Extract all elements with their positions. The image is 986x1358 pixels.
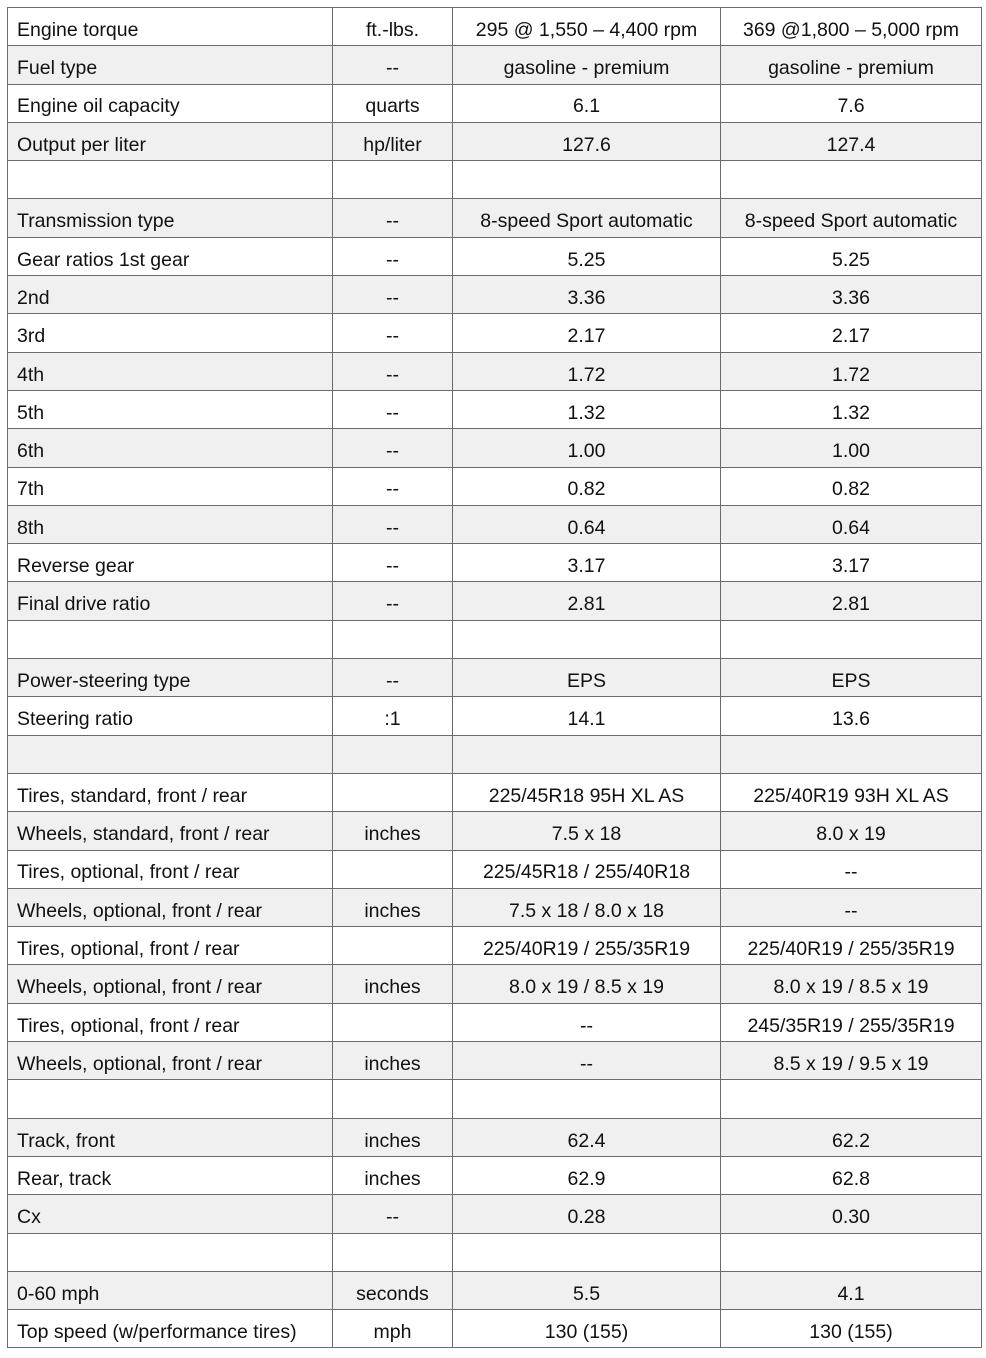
spec-label-cell-text: Tires, optional, front / rear [17,1014,240,1037]
value-cell-model-1 [453,1310,721,1348]
value-cell-model-1 [453,1118,721,1156]
spec-label-cell [8,850,333,888]
value-cell-model-1-text: 130 (155) [544,1320,629,1343]
value-cell-model-2-text: 3.17 [832,555,870,578]
value-cell-model-2-text: 225/40R19 / 255/35R19 [747,938,955,961]
value-cell-model-1 [453,1080,721,1118]
spec-label-cell [8,199,333,237]
table-row [8,390,982,428]
table-row [8,237,982,275]
spec-label-cell-text: 2nd [17,286,50,309]
unit-cell [333,620,453,658]
table-row [8,122,982,160]
table-row [8,1003,982,1041]
spec-label-cell [8,237,333,275]
value-cell-model-1-text: 225/40R19 / 255/35R19 [482,938,691,961]
value-cell-model-2-text: 62.8 [832,1167,870,1190]
spec-label-cell [8,161,333,199]
spec-label-cell [8,429,333,467]
table-row [8,697,982,735]
value-cell-model-2 [721,773,982,811]
value-cell-model-2 [721,1156,982,1194]
value-cell-model-1 [453,161,721,199]
unit-cell [333,927,453,965]
spec-label-cell [8,1003,333,1041]
value-cell-model-2-text: 127.4 [826,133,876,156]
value-cell-model-2 [721,1310,982,1348]
value-cell-model-2 [721,1080,982,1118]
value-cell-model-2 [721,276,982,314]
unit-cell [333,1118,453,1156]
value-cell-model-1 [453,237,721,275]
value-cell-model-1 [453,505,721,543]
unit-cell [333,1233,453,1271]
table-row [8,850,982,888]
value-cell-model-1-text: 7.5 x 18 / 8.0 x 18 [508,899,665,922]
spec-label-cell [8,773,333,811]
value-cell-model-2 [721,199,982,237]
spec-label-cell-text: 6th [17,440,45,463]
value-cell-model-1-text: 1.72 [567,363,606,386]
spec-label-cell-text: Tires, optional, front / rear [17,938,240,961]
value-cell-model-1 [453,46,721,84]
value-cell-model-1 [453,812,721,850]
value-cell-model-1 [453,467,721,505]
value-cell-model-1-text: 62.9 [567,1167,606,1190]
value-cell-model-1-text: 295 @ 1,550 – 4,400 rpm [475,18,698,41]
table-row [8,314,982,352]
table-row [8,352,982,390]
spec-label-cell [8,697,333,735]
value-cell-model-2 [721,927,982,965]
spec-label-cell [8,659,333,697]
spec-label-cell-text: Cx [17,1206,41,1229]
spec-label-cell [8,1080,333,1118]
value-cell-model-2 [721,46,982,84]
value-cell-model-1 [453,1195,721,1233]
value-cell-model-1 [453,1233,721,1271]
unit-cell [333,812,453,850]
value-cell-model-1 [453,965,721,1003]
unit-cell-text: -- [386,669,399,692]
unit-cell-text: -- [386,363,399,386]
value-cell-model-1 [453,544,721,582]
table-row [8,8,982,46]
table-row [8,84,982,122]
value-cell-model-2-text: -- [844,861,858,884]
spec-label-cell [8,544,333,582]
spec-label-cell-text: Engine torque [17,18,139,41]
value-cell-model-2 [721,544,982,582]
unit-cell-text: -- [386,248,399,271]
unit-cell-text: -- [386,516,399,539]
spec-label-cell [8,46,333,84]
unit-cell [333,582,453,620]
value-cell-model-2-text: 245/35R19 / 255/35R19 [747,1014,955,1037]
unit-cell [333,46,453,84]
table-row [8,1271,982,1309]
value-cell-model-2 [721,812,982,850]
unit-cell-text: -- [386,478,399,501]
unit-cell [333,505,453,543]
spec-label-cell-text: Reverse gear [17,555,135,578]
spec-label-cell-text: 8th [17,516,45,539]
spec-label-cell-text: Tires, standard, front / rear [17,784,248,807]
unit-cell [333,161,453,199]
value-cell-model-2 [721,620,982,658]
unit-cell-text: -- [386,1206,399,1229]
unit-cell [333,544,453,582]
spec-label-cell [8,1118,333,1156]
table-row [8,1195,982,1233]
value-cell-model-1-text: 2.81 [567,593,606,616]
table-row [8,965,982,1003]
spec-label-cell [8,84,333,122]
table-row [8,1080,982,1118]
unit-cell-text: inches [364,1129,421,1152]
value-cell-model-1-text: 1.32 [567,401,606,424]
table-row [8,505,982,543]
value-cell-model-2-text: 225/40R19 93H XL AS [753,784,949,807]
spec-label-cell [8,8,333,46]
table-row [8,1042,982,1080]
value-cell-model-2-text: 8.0 x 19 [816,823,886,846]
value-cell-model-1 [453,1042,721,1080]
spec-label-cell-text: Final drive ratio [17,593,151,616]
value-cell-model-2-text: 8.5 x 19 / 9.5 x 19 [773,1052,929,1075]
spec-label-cell [8,582,333,620]
unit-cell [333,122,453,160]
value-cell-model-1-text: 0.64 [567,516,606,539]
value-cell-model-1-text: 3.36 [567,286,606,309]
value-cell-model-2 [721,850,982,888]
value-cell-model-2 [721,1195,982,1233]
value-cell-model-2 [721,888,982,926]
table-row [8,582,982,620]
value-cell-model-2-text: EPS [831,669,871,692]
value-cell-model-2-text: 1.32 [832,401,870,424]
value-cell-model-1 [453,620,721,658]
unit-cell-text: inches [364,976,421,999]
value-cell-model-1-text: 5.25 [567,248,606,271]
table-row [8,46,982,84]
unit-cell-text: inches [364,899,421,922]
value-cell-model-2 [721,352,982,390]
table-row [8,276,982,314]
value-cell-model-1-text: 225/45R18 95H XL AS [488,784,685,807]
spec-label-cell [8,467,333,505]
unit-cell [333,199,453,237]
spec-label-cell [8,812,333,850]
value-cell-model-2 [721,1233,982,1271]
unit-cell [333,1271,453,1309]
value-cell-model-1-text: 8-speed Sport automatic [480,210,693,233]
value-cell-model-2-text: 1.72 [832,363,870,386]
value-cell-model-1 [453,314,721,352]
spec-label-cell-text: Gear ratios 1st gear [17,248,190,271]
value-cell-model-2-text: 130 (155) [809,1320,893,1343]
value-cell-model-1-text: -- [580,1052,593,1075]
unit-cell [333,1195,453,1233]
spec-label-cell-text: Rear, track [17,1167,112,1190]
value-cell-model-2-text: 369 @1,800 – 5,000 rpm [742,18,960,41]
spec-label-cell [8,352,333,390]
value-cell-model-1 [453,390,721,428]
value-cell-model-2-text: 0.82 [832,478,870,501]
value-cell-model-1 [453,84,721,122]
spec-label-cell [8,505,333,543]
value-cell-model-2 [721,735,982,773]
spec-label-cell [8,888,333,926]
table-row [8,1156,982,1194]
unit-cell [333,352,453,390]
value-cell-model-2-text: -- [844,899,858,922]
unit-cell-text: mph [373,1320,412,1343]
spec-label-cell-text: Power-steering type [17,669,191,692]
value-cell-model-2 [721,84,982,122]
value-cell-model-1-text: 0.82 [567,478,606,501]
unit-cell-text: -- [386,555,399,578]
spec-label-cell [8,965,333,1003]
table-row [8,620,982,658]
unit-cell-text: inches [364,1167,421,1190]
spec-label-cell [8,276,333,314]
unit-cell [333,1003,453,1041]
spec-label-cell [8,1271,333,1309]
value-cell-model-1-text: 225/45R18 / 255/40R18 [482,861,691,884]
unit-cell-text: -- [386,286,399,309]
value-cell-model-1 [453,199,721,237]
value-cell-model-1-text: 1.00 [567,440,606,463]
unit-cell-text: :1 [384,708,401,731]
unit-cell [333,773,453,811]
spec-label-cell [8,1042,333,1080]
table-row [8,161,982,199]
value-cell-model-2 [721,1271,982,1309]
spec-label-cell [8,1156,333,1194]
spec-label-cell-text: 3rd [17,325,46,348]
table-row [8,927,982,965]
spec-label-cell [8,1195,333,1233]
value-cell-model-1 [453,927,721,965]
value-cell-model-1 [453,1156,721,1194]
unit-cell [333,659,453,697]
spec-label-cell [8,735,333,773]
value-cell-model-1-text: 6.1 [572,95,601,118]
table-row [8,1118,982,1156]
unit-cell [333,237,453,275]
spec-label-cell-text: Engine oil capacity [17,95,180,118]
spec-label-cell [8,1310,333,1348]
spec-label-cell-text: Top speed (w/performance tires) [17,1320,297,1343]
value-cell-model-2-text: 0.30 [832,1206,870,1229]
value-cell-model-1-text: 14.1 [567,708,606,731]
value-cell-model-2 [721,1003,982,1041]
unit-cell-text: seconds [356,1282,429,1305]
value-cell-model-2-text: 4.1 [837,1282,865,1305]
spec-table-body [8,8,982,1348]
unit-cell [333,888,453,926]
value-cell-model-1 [453,276,721,314]
spec-label-cell [8,927,333,965]
value-cell-model-2-text: 8.0 x 19 / 8.5 x 19 [773,976,929,999]
spec-label-cell [8,390,333,428]
spec-label-cell-text: 5th [17,401,45,424]
value-cell-model-1 [453,1271,721,1309]
value-cell-model-1 [453,850,721,888]
value-cell-model-2 [721,237,982,275]
table-row [8,199,982,237]
spec-label-cell [8,1233,333,1271]
spec-label-cell-text: 4th [17,363,45,386]
spec-label-cell-text: 7th [17,478,45,501]
spec-label-cell-text: Fuel type [17,57,98,80]
spec-label-cell-text: Track, front [17,1129,115,1152]
table-row [8,429,982,467]
value-cell-model-2-text: 13.6 [832,708,870,731]
unit-cell-text: -- [386,325,399,348]
unit-cell-text: -- [386,57,399,80]
value-cell-model-2 [721,965,982,1003]
value-cell-model-1 [453,122,721,160]
unit-cell [333,1310,453,1348]
value-cell-model-1 [453,429,721,467]
value-cell-model-1-text: 0.28 [567,1206,606,1229]
value-cell-model-1 [453,773,721,811]
value-cell-model-2 [721,161,982,199]
unit-cell-text: -- [386,401,399,424]
table-row [8,773,982,811]
unit-cell [333,390,453,428]
value-cell-model-1 [453,735,721,773]
value-cell-model-1 [453,697,721,735]
table-row [8,888,982,926]
unit-cell [333,84,453,122]
value-cell-model-2 [721,582,982,620]
spec-table [7,7,982,1348]
value-cell-model-1-text: 5.5 [572,1282,601,1305]
spec-label-cell-text: Wheels, optional, front / rear [17,899,262,922]
unit-cell [333,467,453,505]
unit-cell-text: -- [386,593,399,616]
value-cell-model-2-text: 1.00 [832,440,870,463]
unit-cell-text: quarts [365,95,420,118]
unit-cell-text: ft.-lbs. [365,18,420,41]
value-cell-model-1-text: 8.0 x 19 / 8.5 x 19 [508,976,665,999]
unit-cell [333,8,453,46]
spec-label-cell-text: Output per liter [17,133,146,156]
unit-cell-text: hp/liter [363,133,422,156]
value-cell-model-2-text: 3.36 [832,286,870,309]
value-cell-model-2 [721,122,982,160]
table-row [8,659,982,697]
table-row [8,735,982,773]
value-cell-model-1-text: -- [580,1014,593,1037]
table-row [8,1233,982,1271]
spec-label-cell-text: Wheels, optional, front / rear [17,1052,262,1075]
value-cell-model-1 [453,1003,721,1041]
unit-cell-text: inches [364,1052,421,1075]
unit-cell [333,276,453,314]
unit-cell [333,965,453,1003]
unit-cell [333,429,453,467]
value-cell-model-1 [453,659,721,697]
unit-cell [333,1156,453,1194]
table-row [8,1310,982,1348]
unit-cell [333,850,453,888]
value-cell-model-1-text: 2.17 [567,325,606,348]
value-cell-model-2 [721,697,982,735]
value-cell-model-1 [453,8,721,46]
value-cell-model-2-text: gasoline - premium [768,57,934,80]
table-row [8,544,982,582]
value-cell-model-2-text: 2.81 [832,593,870,616]
value-cell-model-1 [453,582,721,620]
value-cell-model-1-text: 127.6 [562,133,611,156]
value-cell-model-2 [721,467,982,505]
value-cell-model-1-text: gasoline - premium [503,57,670,80]
spec-label-cell-text: 0-60 mph [17,1282,100,1305]
value-cell-model-1-text: EPS [566,669,607,692]
value-cell-model-1 [453,888,721,926]
value-cell-model-2 [721,1118,982,1156]
value-cell-model-1-text: 62.4 [567,1129,606,1152]
unit-cell [333,1080,453,1118]
unit-cell [333,314,453,352]
unit-cell-text: inches [364,823,421,846]
spec-label-cell-text: Transmission type [17,210,175,233]
value-cell-model-1-text: 3.17 [567,555,606,578]
value-cell-model-2-text: 7.6 [837,95,865,118]
value-cell-model-2-text: 0.64 [832,516,870,539]
spec-label-cell-text: Steering ratio [17,708,133,731]
value-cell-model-2 [721,314,982,352]
value-cell-model-2 [721,659,982,697]
spec-label-cell-text: Wheels, standard, front / rear [17,823,270,846]
unit-cell [333,1042,453,1080]
value-cell-model-2 [721,429,982,467]
unit-cell-text: -- [386,440,399,463]
value-cell-model-2-text: 2.17 [832,325,870,348]
unit-cell [333,735,453,773]
value-cell-model-2 [721,505,982,543]
value-cell-model-2-text: 8-speed Sport automatic [744,210,958,233]
value-cell-model-2 [721,8,982,46]
unit-cell-text: -- [386,210,399,233]
unit-cell [333,697,453,735]
table-row [8,812,982,850]
spec-label-cell [8,620,333,658]
value-cell-model-1 [453,352,721,390]
spec-label-cell-text: Tires, optional, front / rear [17,861,240,884]
value-cell-model-2-text: 5.25 [832,248,870,271]
value-cell-model-2 [721,1042,982,1080]
value-cell-model-1-text: 7.5 x 18 [551,823,622,846]
spec-label-cell [8,314,333,352]
value-cell-model-2 [721,390,982,428]
table-row [8,467,982,505]
spec-label-cell-text: Wheels, optional, front / rear [17,976,262,999]
spec-label-cell [8,122,333,160]
value-cell-model-2-text: 62.2 [832,1129,870,1152]
